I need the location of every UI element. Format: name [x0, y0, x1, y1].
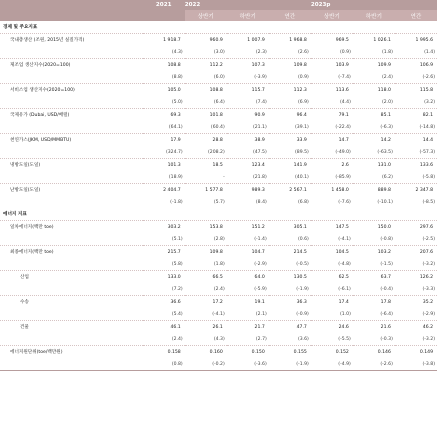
table-header: [0, 0, 437, 21]
value-cell: 133.0: [143, 271, 185, 284]
change-cell: (-49.0): [335, 149, 351, 155]
value-cell: 207.6: [395, 246, 437, 259]
value-cell: 21.7: [227, 321, 269, 334]
value-cell: 1 968.8: [269, 34, 311, 47]
change-cell: (7.2): [171, 286, 183, 292]
value-cell: 104.7: [227, 246, 269, 259]
value-cell: 1 995.6: [395, 34, 437, 47]
change-cell: (-4.1): [212, 311, 225, 317]
value-cell: 118.0: [353, 84, 395, 97]
change-cell: (47.5): [252, 149, 267, 155]
value-cell: 112.3: [269, 84, 311, 97]
value-cell: 21.6: [353, 321, 395, 334]
change-cell: (8.4): [255, 199, 267, 205]
indicator-label: 제조업 생산지수(2020=100): [0, 59, 143, 72]
value-cell: 2 404.7: [143, 184, 185, 197]
value-cell: 147.5: [311, 221, 353, 234]
value-cell: 2 567.1: [269, 184, 311, 197]
change-cell: (-5.9): [254, 286, 267, 292]
change-cell: (7.4): [255, 99, 267, 105]
value-cell: 105.0: [143, 84, 185, 97]
change-cell: (324.7): [165, 149, 183, 155]
value-cell: 17.9: [143, 134, 185, 147]
header-2023-second-half: 하반기: [353, 10, 395, 21]
change-rate-row: [0, 146, 437, 159]
value-cell: 889.8: [353, 184, 395, 197]
indicator-label: 천연가스(JKM, USD/MMBTU): [0, 134, 143, 147]
indicator-row: [0, 109, 437, 122]
change-cell: (3.2): [424, 99, 435, 105]
change-cell: (4.3): [171, 49, 183, 55]
change-cell: (4.4): [339, 99, 351, 105]
change-cell: (-3.3): [422, 286, 435, 292]
value-cell: 115.7: [227, 84, 269, 97]
indicator-row: [0, 271, 437, 284]
change-cell: (-2.5): [422, 236, 435, 242]
indicator-label: 수송: [0, 296, 143, 309]
value-cell: 108.8: [185, 84, 227, 97]
indicator-row: [0, 59, 437, 72]
row-label-empty: [0, 258, 143, 271]
change-cell: (2.1): [255, 311, 267, 317]
value-cell: 1 458.0: [311, 184, 353, 197]
value-cell: 151.2: [227, 221, 269, 234]
value-cell: 969.5: [311, 34, 353, 47]
value-cell: 28.8: [185, 134, 227, 147]
change-cell: (-0.8): [380, 236, 393, 242]
change-cell: (2.6): [297, 49, 309, 55]
change-cell: (-7.4): [338, 74, 351, 80]
value-cell: 17.8: [353, 296, 395, 309]
value-cell: 14.4: [395, 134, 437, 147]
indicator-label: 서비스업 생산지수(2020=100): [0, 84, 143, 97]
change-cell: (8.8): [171, 74, 183, 80]
change-cell: (-2.6): [380, 361, 393, 367]
change-cell: (0.9): [297, 74, 309, 80]
row-label-empty: [0, 121, 143, 134]
value-cell: 108.8: [143, 59, 185, 72]
value-cell: 106.9: [395, 59, 437, 72]
value-cell: 989.3: [227, 184, 269, 197]
change-cell: (2.4): [382, 74, 393, 80]
row-label-empty: [0, 333, 143, 346]
change-cell: (-4.9): [338, 361, 351, 367]
header-2022-second-half: 하반기: [227, 10, 269, 21]
change-cell: -: [223, 174, 225, 180]
change-cell: (-1.9): [296, 286, 309, 292]
indicator-row: [0, 246, 437, 259]
change-rate-row: [0, 333, 437, 346]
change-cell: (-14.8): [419, 124, 435, 130]
row-label-empty: [0, 146, 143, 159]
change-cell: (-3.9): [254, 74, 267, 80]
change-cell: (-5.8): [422, 174, 435, 180]
value-cell: 14.2: [353, 134, 395, 147]
value-cell: 113.6: [311, 84, 353, 97]
value-cell: 101.3: [143, 159, 185, 172]
value-cell: 103.2: [353, 246, 395, 259]
change-cell: (-1.9): [296, 361, 309, 367]
value-cell: 215.7: [143, 246, 185, 259]
change-cell: (5.1): [171, 236, 183, 242]
change-cell: (1.8): [382, 49, 393, 55]
change-cell: (-1.5): [380, 261, 393, 267]
change-cell: (39.1): [295, 124, 309, 130]
value-cell: 36.3: [269, 296, 311, 309]
header-2022-annual: 연간: [269, 10, 311, 21]
change-rate-row: [0, 196, 437, 208]
value-cell: 85.1: [353, 109, 395, 122]
header-year-2022: 2022: [185, 0, 311, 10]
value-cell: 141.9: [269, 159, 311, 172]
change-cell: (5.0): [171, 99, 183, 105]
change-rate-row: [0, 121, 437, 134]
value-cell: 19.1: [227, 296, 269, 309]
row-label-empty: [0, 308, 143, 321]
value-cell: 305.1: [269, 221, 311, 234]
change-cell: (2.4): [171, 336, 183, 342]
change-rate-row: [0, 46, 437, 59]
change-rate-row: [0, 171, 437, 184]
change-cell: (-0.5): [296, 261, 309, 267]
header-sub-2021-blank: [143, 10, 185, 21]
change-cell: (2.0): [382, 99, 393, 105]
row-label-empty: [0, 46, 143, 59]
change-cell: (-3.2): [422, 336, 435, 342]
change-rate-row: [0, 308, 437, 321]
change-cell: (1.0): [339, 311, 351, 317]
value-cell: 82.1: [395, 109, 437, 122]
change-cell: (-4.8): [338, 261, 351, 267]
section-row: [0, 208, 437, 221]
value-cell: 0.149: [395, 346, 437, 359]
indicator-label: 건물: [0, 321, 143, 334]
value-cell: 18.5: [185, 159, 227, 172]
value-cell: 1 918.7: [143, 34, 185, 47]
change-cell: (-10.1): [377, 199, 393, 205]
change-cell: (-2.9): [254, 261, 267, 267]
value-cell: 79.1: [311, 109, 353, 122]
change-cell: (2.8): [213, 236, 225, 242]
value-cell: 46.1: [143, 321, 185, 334]
change-cell: (6.9): [297, 99, 309, 105]
change-cell: (3.0): [213, 49, 225, 55]
change-cell: (0.6): [297, 236, 309, 242]
value-cell: 107.3: [227, 59, 269, 72]
change-cell: (2.4): [213, 286, 225, 292]
change-rate-row: [0, 71, 437, 84]
indicator-row: [0, 346, 437, 359]
change-cell: (6.0): [213, 74, 225, 80]
value-cell: 960.9: [185, 34, 227, 47]
change-cell: (6.8): [297, 199, 309, 205]
change-cell: (-8.5): [422, 199, 435, 205]
change-cell: (1.4): [424, 49, 435, 55]
change-cell: (-0.4): [380, 286, 393, 292]
change-cell: (2.7): [255, 336, 267, 342]
indicator-label: 일차에너지(백만 toe): [0, 221, 143, 234]
indicator-label: 국내총생산 (조원, 2015년 실질가격): [0, 34, 143, 47]
change-cell: (-3.6): [254, 361, 267, 367]
change-cell: (-0.3): [380, 336, 393, 342]
value-cell: 96.4: [269, 109, 311, 122]
change-cell: (0.8): [171, 361, 183, 367]
change-rate-row: [0, 358, 437, 370]
change-cell: (-22.4): [335, 124, 351, 130]
value-cell: 64.0: [227, 271, 269, 284]
value-cell: 112.2: [185, 59, 227, 72]
value-cell: 69.3: [143, 109, 185, 122]
row-label-empty: [0, 196, 143, 208]
change-cell: (18.9): [168, 174, 183, 180]
value-cell: 126.2: [395, 271, 437, 284]
value-cell: 35.2: [395, 296, 437, 309]
value-cell: 38.9: [227, 134, 269, 147]
value-cell: 109.9: [353, 59, 395, 72]
change-cell: (4.3): [213, 336, 225, 342]
change-cell: (60.4): [210, 124, 225, 130]
change-cell: (5.7): [213, 199, 225, 205]
header-year-2023: 2023p: [311, 0, 437, 10]
change-cell: (-3.2): [422, 261, 435, 267]
table-body: [0, 21, 437, 370]
section-title: 경제 및 주요지표: [3, 25, 38, 30]
indicator-row: [0, 34, 437, 47]
value-cell: 1 577.8: [185, 184, 227, 197]
indicator-row: [0, 184, 437, 197]
value-cell: 104.5: [311, 246, 353, 259]
indicator-label: 난방도일(도일): [0, 184, 143, 197]
value-cell: 0.152: [311, 346, 353, 359]
header-2023-annual: 연간: [395, 10, 437, 21]
value-cell: 0.160: [185, 346, 227, 359]
change-cell: (-3.8): [422, 361, 435, 367]
indicator-row: [0, 296, 437, 309]
change-cell: (89.5): [295, 149, 309, 155]
section-title: 에너지 지표: [3, 212, 27, 217]
row-label-empty: [0, 71, 143, 84]
value-cell: 109.8: [185, 246, 227, 259]
change-cell: (-57.3): [419, 149, 435, 155]
value-cell: 115.8: [395, 84, 437, 97]
change-cell: (1.8): [213, 261, 225, 267]
value-cell: 17.2: [185, 296, 227, 309]
change-rate-row: [0, 283, 437, 296]
header-year-2021: 2021: [143, 0, 185, 10]
change-cell: (40.1): [295, 174, 309, 180]
indicator-row: [0, 221, 437, 234]
value-cell: 66.5: [185, 271, 227, 284]
change-cell: (208.2): [208, 149, 225, 155]
value-cell: 63.7: [353, 271, 395, 284]
value-cell: 46.2: [395, 321, 437, 334]
value-cell: 2 347.8: [395, 184, 437, 197]
value-cell: 297.6: [395, 221, 437, 234]
value-cell: 0.155: [269, 346, 311, 359]
value-cell: 0.150: [227, 346, 269, 359]
change-rate-row: [0, 96, 437, 109]
table-bottom-rule: [0, 370, 437, 371]
change-rate-row: [0, 258, 437, 271]
change-cell: (6.4): [213, 99, 225, 105]
header-2022-first-half: 상반기: [185, 10, 227, 21]
indicator-row: [0, 159, 437, 172]
value-cell: 33.9: [269, 134, 311, 147]
value-cell: 90.9: [227, 109, 269, 122]
value-cell: 153.8: [185, 221, 227, 234]
header-sub-blank: [0, 10, 143, 21]
value-cell: 130.5: [269, 271, 311, 284]
indicator-label: 냉방도일(도일): [0, 159, 143, 172]
change-cell: (-7.6): [338, 199, 351, 205]
change-cell: (21.1): [252, 124, 267, 130]
change-cell: (6.2): [382, 174, 393, 180]
value-cell: 2.6: [311, 159, 353, 172]
change-cell: (-6.4): [380, 311, 393, 317]
value-cell: 14.7: [311, 134, 353, 147]
value-cell: 36.6: [143, 296, 185, 309]
indicator-row: [0, 84, 437, 97]
value-cell: 62.5: [311, 271, 353, 284]
indicator-label: 국제유가 (Dubai, USD/배럴): [0, 109, 143, 122]
value-cell: 101.8: [185, 109, 227, 122]
header-blank: [0, 0, 143, 10]
change-cell: (5.4): [171, 311, 183, 317]
value-cell: 1 026.1: [353, 34, 395, 47]
indicator-row: [0, 134, 437, 147]
row-label-empty: [0, 233, 143, 246]
change-cell: (5.8): [171, 261, 183, 267]
row-label-empty: [0, 96, 143, 109]
value-cell: 123.4: [227, 159, 269, 172]
row-label-empty: [0, 283, 143, 296]
value-cell: 214.5: [269, 246, 311, 259]
value-cell: 133.6: [395, 159, 437, 172]
value-cell: 109.8: [269, 59, 311, 72]
value-cell: 24.6: [311, 321, 353, 334]
value-cell: 0.158: [143, 346, 185, 359]
change-cell: (-0.2): [212, 361, 225, 367]
value-cell: 17.4: [311, 296, 353, 309]
change-cell: (-0.9): [296, 311, 309, 317]
change-rate-row: [0, 233, 437, 246]
value-cell: 47.7: [269, 321, 311, 334]
change-cell: (2.3): [255, 49, 267, 55]
value-cell: 26.1: [185, 321, 227, 334]
indicator-row: [0, 321, 437, 334]
change-cell: (3.6): [297, 336, 309, 342]
indicator-label: 최종에너지(백만 toe): [0, 246, 143, 259]
change-cell: (-2.6): [422, 74, 435, 80]
indicator-label: 에너지원단위(toe/백만원): [0, 346, 143, 359]
change-cell: (21.8): [252, 174, 267, 180]
change-cell: (-6.1): [338, 286, 351, 292]
value-cell: 131.0: [353, 159, 395, 172]
value-cell: 150.0: [353, 221, 395, 234]
change-cell: (-6.3): [380, 124, 393, 130]
change-cell: (-85.9): [335, 174, 351, 180]
section-row: [0, 21, 437, 34]
change-cell: (-5.5): [338, 336, 351, 342]
change-cell: (0.9): [339, 49, 351, 55]
change-cell: (64.1): [168, 124, 183, 130]
change-cell: (-1.8): [170, 199, 183, 205]
row-label-empty: [0, 358, 143, 370]
header-2023-first-half: 상반기: [311, 10, 353, 21]
value-cell: 0.146: [353, 346, 395, 359]
change-cell: (-2.9): [422, 311, 435, 317]
row-label-empty: [0, 171, 143, 184]
change-cell: (-1.4): [254, 236, 267, 242]
value-cell: 303.2: [143, 221, 185, 234]
change-cell: (-63.5): [377, 149, 393, 155]
change-cell: (-4.1): [338, 236, 351, 242]
value-cell: 103.9: [311, 59, 353, 72]
indicator-label: 산업: [0, 271, 143, 284]
value-cell: 1 007.9: [227, 34, 269, 47]
